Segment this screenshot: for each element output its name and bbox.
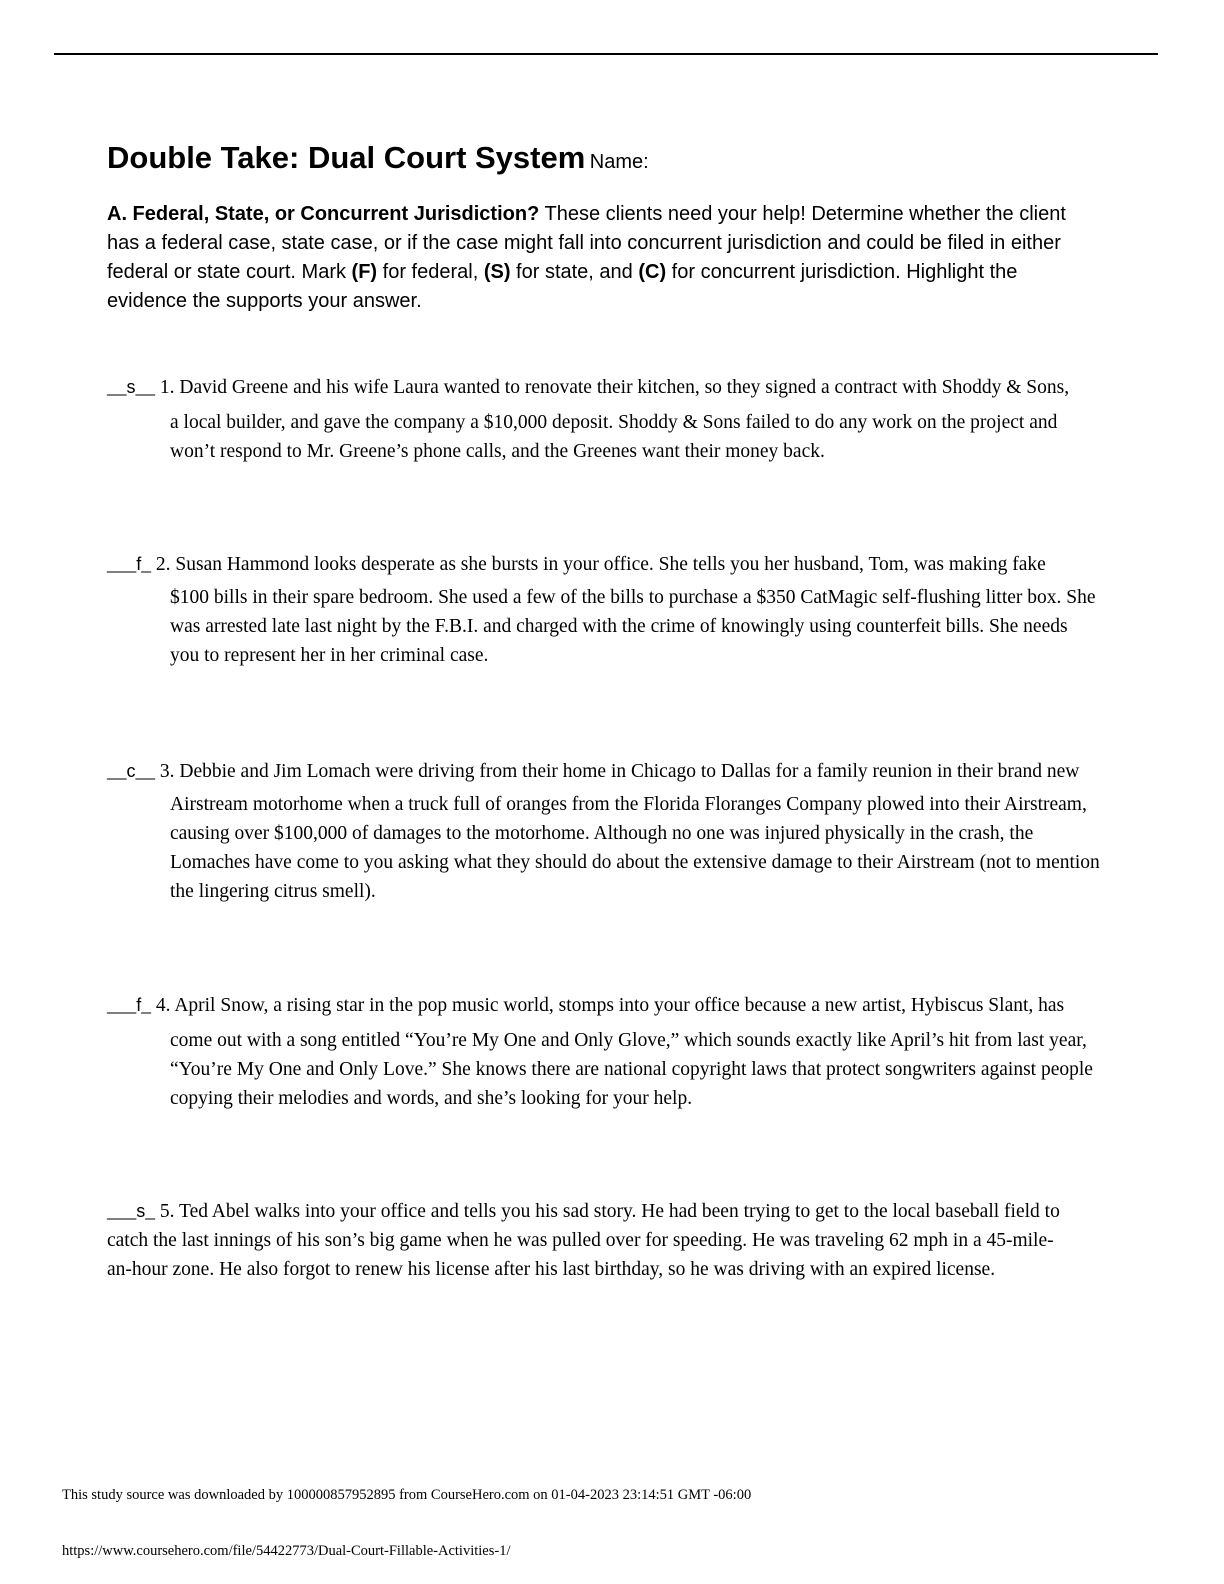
question-1-lead — [107, 373, 1107, 402]
mark-concurrent: (C) — [638, 261, 667, 283]
answer-blank-5-post: _ — [145, 1201, 155, 1222]
section-a-instructions — [107, 200, 1097, 316]
source-url[interactable]: https://www.coursehero.com/file/54422773/Dual-Court-Fillable-Activities-1/ — [62, 1543, 511, 1559]
question-3 — [107, 757, 1107, 906]
answer-blank-1-post: __ — [135, 377, 155, 398]
question-4-lead-text: 4. April Snow, a rising star in the pop music world, stomps into your office because a new artist, Hybiscus Slant, has — [151, 995, 1065, 1016]
answer-blank-5-pre: ___ — [107, 1201, 137, 1222]
instructions-text-3: for state, and — [510, 261, 639, 283]
question-5-lead-text: 5. Ted Abel walks into your office and tells you his sad story. He had been trying to get to the local baseball field to catch the last innings of his son’s big game when he was pulled over for speeding. He was traveling 62 mph in a 45-mile-an-hour zone. He also forgot to renew his license after his last birthday, so he was driving with an expired license. — [107, 1201, 1060, 1280]
answer-blank-2-pre: ___ — [107, 554, 137, 575]
answer-blank-4-post: _ — [141, 995, 152, 1016]
top-rule — [54, 53, 1158, 55]
question-1-body: a local builder, and gave the company a $10,000 deposit. Shoddy & Sons failed to do any work on the project and won’t respond to Mr. Greene’s phone calls, and the Greenes want their money back. — [170, 412, 1058, 462]
question-3-lead — [107, 757, 1107, 786]
page-title: Double Take: Dual Court System — [107, 140, 586, 175]
instructions-text-4: for concurrent jurisdiction. Highlight the evidence the supports your answer. — [107, 261, 1018, 312]
question-1 — [107, 373, 1107, 466]
question-2-lead — [107, 550, 1107, 579]
instructions-text-1: These clients need your help! Determine whether the client has a federal case, state case, or if the case might fall into concurrent jurisdiction and could be filed in either federal or state court. Mark — [107, 203, 1066, 283]
answer-blank-2-post: _ — [141, 554, 152, 575]
question-2 — [107, 550, 1107, 670]
question-5-text — [107, 1197, 1067, 1284]
answer-field-3[interactable]: c — [126, 761, 136, 781]
download-note: This study source was downloaded by 100000857952895 from CourseHero.com on 01-04-2023 23:14:51 GMT -06:00 — [62, 1487, 752, 1503]
question-3-lead-text: 3. Debbie and Jim Lomach were driving from their home in Chicago to Dallas for a family reunion in their brand new — [155, 761, 1080, 782]
question-5 — [107, 1197, 1107, 1284]
title-line — [107, 140, 1107, 176]
section-a-heading: A. Federal, State, or Concurrent Jurisdiction? — [107, 203, 540, 225]
mark-federal: (F) — [351, 261, 378, 283]
question-3-body: Airstream motorhome when a truck full of oranges from the Florida Floranges Company plowed into their Airstream, causing over $100,000 of damages to the motorhome. Although no one was injured physically in the crash, the Lomaches have come to you asking what they should do about the extensive damage to their Airstream (not to mention the lingering citrus smell). — [170, 794, 1100, 902]
answer-blank-1-pre: __ — [107, 377, 127, 398]
answer-field-2[interactable]: f — [136, 554, 142, 574]
question-4 — [107, 991, 1107, 1113]
question-1-lead-text: 1. David Greene and his wife Laura wanted to renovate their kitchen, so they signed a contract with Shoddy & Sons, — [155, 377, 1070, 398]
question-4-body: come out with a song entitled “You’re My One and Only Glove,” which sounds exactly like April’s hit from last year, “You’re My One and Only Love.” She knows there are national copyright laws that protect songwriters against people copying their melodies and words, and she’s looking for your help. — [170, 1030, 1093, 1109]
question-2-body: $100 bills in their spare bedroom. She used a few of the bills to purchase a $350 CatMagic self-flushing litter box. She was arrested late last night by the F.B.I. and charged with the crime of knowingly using counterfeit bills. She needs you to represent her in her criminal case. — [170, 587, 1096, 666]
question-2-lead-text: 2. Susan Hammond looks desperate as she bursts in your office. She tells you her husband, Tom, was making fake — [151, 554, 1046, 575]
answer-field-4[interactable]: f — [136, 995, 142, 1015]
question-4-lead — [107, 991, 1107, 1020]
answer-blank-3-pre: __ — [107, 761, 127, 782]
mark-state: (S) — [483, 261, 511, 283]
answer-blank-4-pre: ___ — [107, 995, 137, 1016]
name-label: Name: — [589, 151, 649, 173]
answer-field-5[interactable]: s — [136, 1201, 146, 1221]
answer-blank-3-post: __ — [135, 761, 155, 782]
instructions-text-2: for federal, — [377, 261, 484, 283]
answer-field-1[interactable]: s — [126, 377, 136, 397]
